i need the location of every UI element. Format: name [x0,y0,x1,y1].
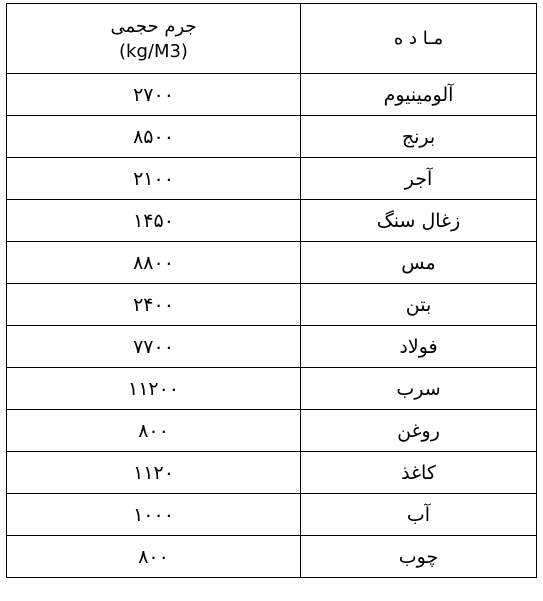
table-row [7,284,537,326]
table-body [7,74,537,578]
table-row [7,494,537,536]
material-cell: زغال سنگ [301,200,537,242]
material-cell: مس [301,242,537,284]
density-header-title: جرم حجمی [110,15,197,37]
material-cell: سرب [301,368,537,410]
density-cell: ۱۱۲۰۰ [7,368,301,410]
density-cell: ۸۸۰۰ [7,242,301,284]
table-row [7,116,537,158]
material-cell: فولاد [301,326,537,368]
material-header: مـا د ه [301,4,537,74]
density-cell: ۱۱۲۰ [7,452,301,494]
table-row [7,200,537,242]
density-cell: ۸۰۰ [7,410,301,452]
density-cell: ۱۴۵۰ [7,200,301,242]
density-cell: ۲۴۰۰ [7,284,301,326]
density-table [6,3,537,578]
density-cell: ۷۷۰۰ [7,326,301,368]
material-cell: آب [301,494,537,536]
density-cell: ۲۱۰۰ [7,158,301,200]
density-header-unit: (kg/M3) [119,40,188,62]
density-cell: ۲۷۰۰ [7,74,301,116]
table-row [7,368,537,410]
density-header [7,4,301,74]
table-row [7,242,537,284]
header-row [7,4,537,74]
material-cell: کاغذ [301,452,537,494]
table-row [7,452,537,494]
table-row [7,326,537,368]
material-cell: روغن [301,410,537,452]
table-row [7,536,537,578]
density-cell: ۱۰۰۰ [7,494,301,536]
material-cell: آلومینیوم [301,74,537,116]
material-cell: برنج [301,116,537,158]
table-row [7,74,537,116]
density-cell: ۸۰۰ [7,536,301,578]
table-row [7,410,537,452]
table-row [7,158,537,200]
density-cell: ۸۵۰۰ [7,116,301,158]
material-cell: بتن [301,284,537,326]
material-cell: چوب [301,536,537,578]
material-cell: آجر [301,158,537,200]
